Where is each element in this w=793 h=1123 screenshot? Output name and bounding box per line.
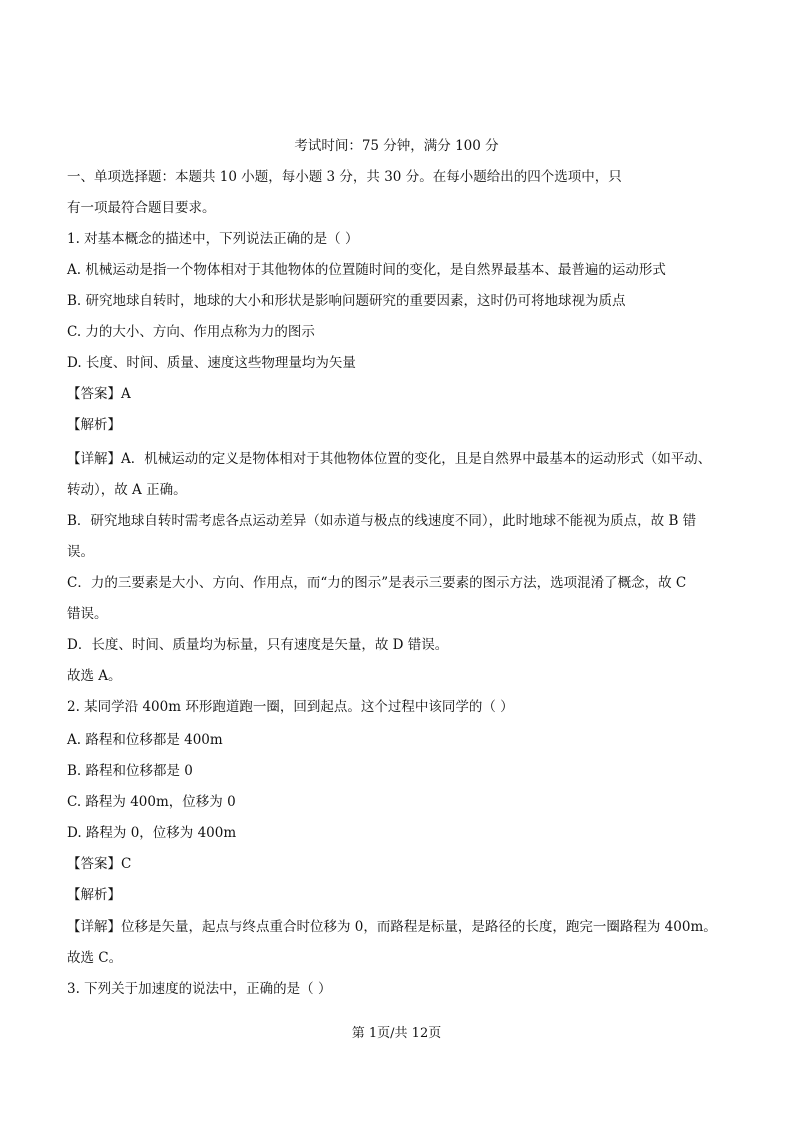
question-2-stem: 2. 某同学沿 400m 环形跑道跑一圈，回到起点。这个过程中该同学的（ ）	[67, 699, 514, 715]
question-1-detail: 误。	[67, 544, 94, 560]
question-1-analysis-label: 【解析】	[67, 417, 121, 433]
question-1-option-b: B. 研究地球自转时，地球的大小和形状是影响问题研究的重要因素，这时仍可将地球视为质点	[67, 293, 626, 309]
question-2-option-a: A. 路程和位移都是 400m	[67, 732, 223, 748]
question-1-option-c: C. 力的大小、方向、作用点称为力的图示	[67, 324, 315, 340]
question-1-detail: 错误。	[67, 606, 108, 622]
question-2-answer: 【答案】C	[67, 856, 132, 872]
question-2-detail: 故选 C。	[67, 950, 123, 966]
section-title: 一、单项选择题：本题共 10 小题，每小题 3 分，共 30 分。在每小题给出的四个选项中，只	[67, 169, 622, 185]
question-1-detail: B．研究地球自转时需考虑各点运动差异（如赤道与极点的线速度不同），此时地球不能视为质点，故 B 错	[67, 513, 697, 529]
question-1-detail: 【详解】A．机械运动的定义是物体相对于其他物体位置的变化，且是自然界中最基本的运动形式（如平动、	[67, 451, 712, 467]
question-2-analysis-label: 【解析】	[67, 887, 121, 903]
question-1-answer: 【答案】A	[67, 386, 131, 402]
question-1-detail: C．力的三要素是大小、方向、作用点，而“力的图示”是表示三要素的图示方法，选项混淆了概念，故 C	[67, 575, 687, 591]
question-1-stem: 1. 对基本概念的描述中，下列说法正确的是（ ）	[67, 231, 359, 247]
exam-info: 考试时间：75 分钟，满分 100 分	[294, 138, 499, 154]
question-2-option-d: D. 路程为 0，位移为 400m	[67, 825, 237, 841]
question-1-detail: 故选 A。	[67, 668, 122, 684]
section-title-cont: 有一项最符合题目要求。	[67, 200, 216, 216]
question-1-option-a: A. 机械运动是指一个物体相对于其他物体的位置随时间的变化，是自然界最基本、最普遍的运动形式	[67, 262, 666, 278]
question-2-detail: 【详解】位移是矢量，起点与终点重合时位移为 0，而路程是标量，是路径的长度，跑完一圈路程为 400m。	[67, 919, 717, 935]
page-footer: 第 1页/共 12页	[351, 1026, 442, 1041]
question-1-option-d: D. 长度、时间、质量、速度这些物理量均为矢量	[67, 355, 356, 371]
question-3-stem: 3. 下列关于加速度的说法中，正确的是（ ）	[67, 981, 332, 997]
question-1-detail: 转动），故 A 正确。	[67, 482, 187, 498]
question-1-detail: D．长度、时间、质量均为标量，只有速度是矢量，故 D 错误。	[67, 637, 449, 653]
question-2-option-b: B. 路程和位移都是 0	[67, 763, 193, 779]
question-2-option-c: C. 路程为 400m，位移为 0	[67, 794, 236, 810]
